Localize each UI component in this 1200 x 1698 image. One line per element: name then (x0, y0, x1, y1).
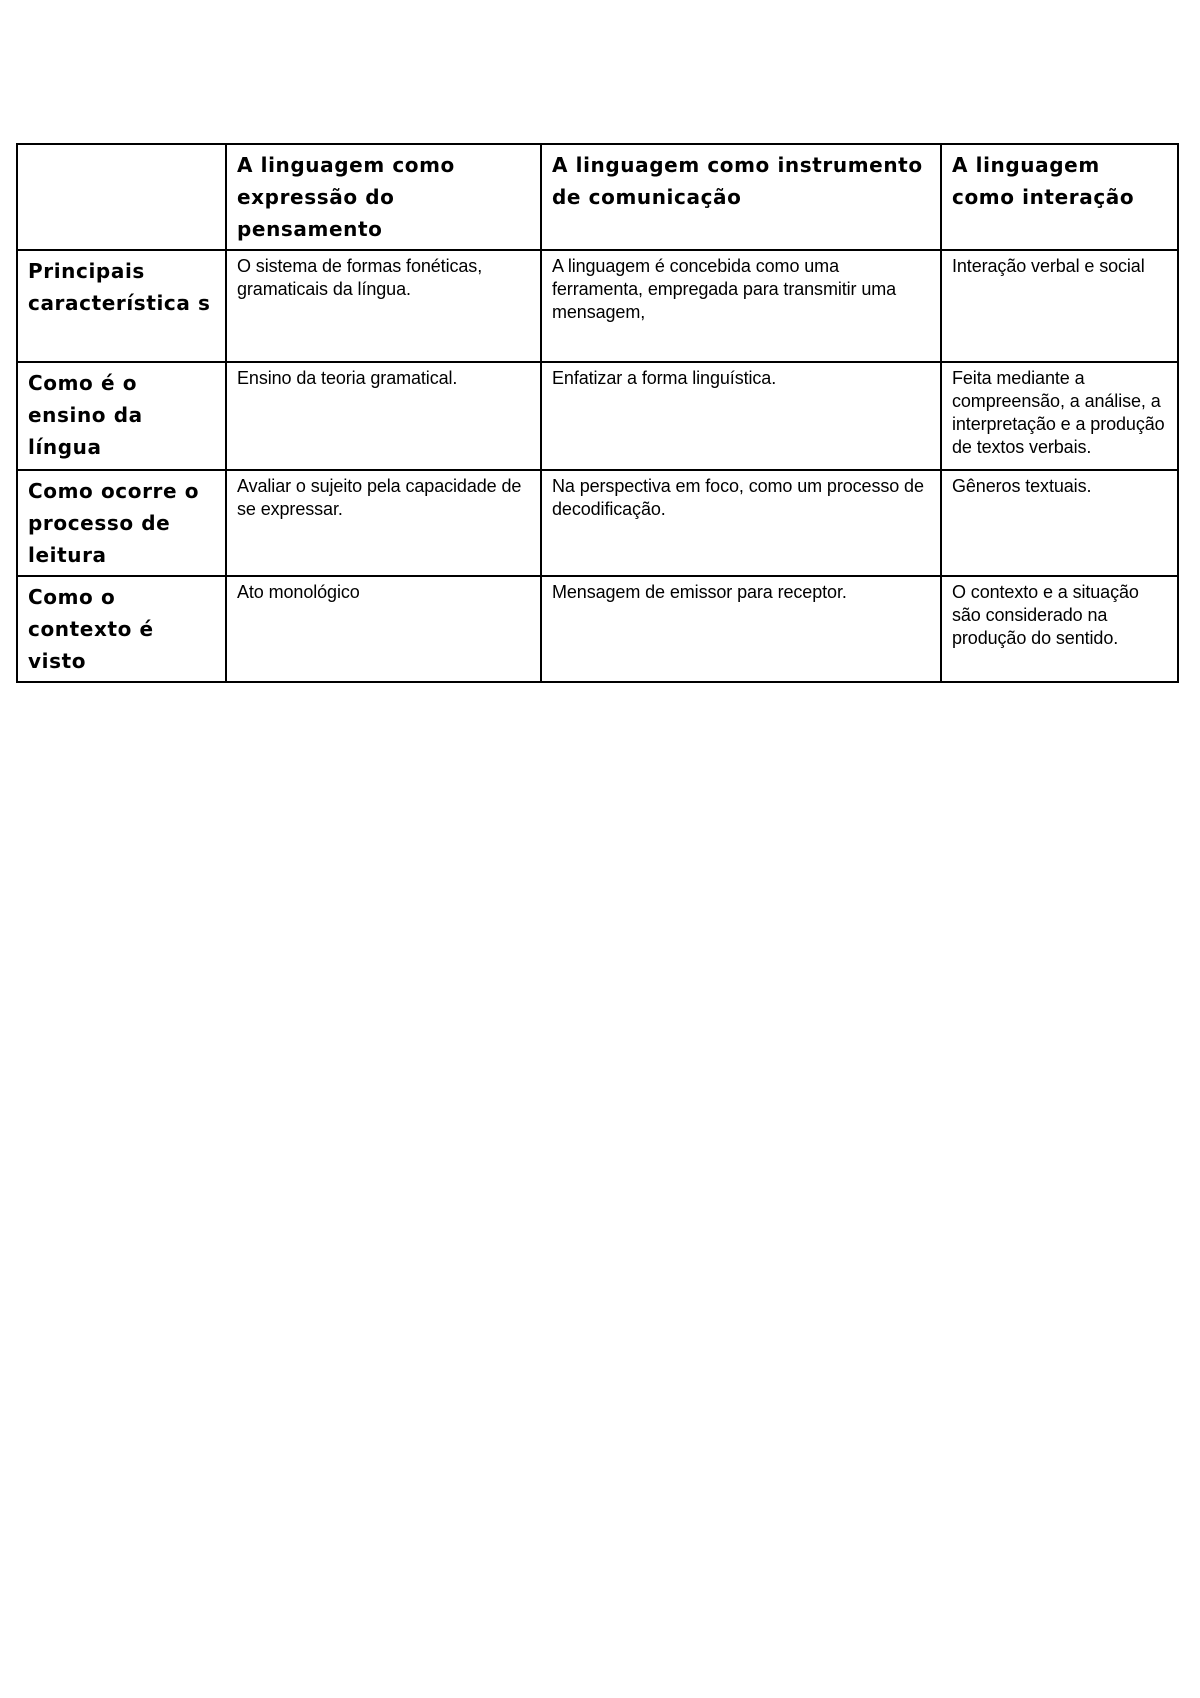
table-row-ensino (17, 362, 1178, 470)
table-cell: Feita mediante a compreensão, a análise, a interpretação e a produção de textos verbais. (941, 362, 1178, 470)
table-cell: Gêneros textuais. (941, 470, 1178, 576)
table-cell: Na perspectiva em foco, como um processo de decodificação. (541, 470, 941, 576)
row-header: Como o contexto é visto (17, 576, 226, 682)
table-cell: Enfatizar a forma linguística. (541, 362, 941, 470)
table-header-row (17, 144, 1178, 250)
row-header: Como é o ensino da língua (17, 362, 226, 470)
table-cell: O contexto e a situação são considerado na produção do sentido. (941, 576, 1178, 682)
table-cell: Mensagem de emissor para receptor. (541, 576, 941, 682)
document-page (16, 143, 1177, 683)
table-row-caracteristicas (17, 250, 1178, 362)
table-cell: Interação verbal e social (941, 250, 1178, 362)
comparison-table (16, 143, 1179, 683)
table-cell: O sistema de formas fonéticas, gramaticais da língua. (226, 250, 541, 362)
row-header: Como ocorre o processo de leitura (17, 470, 226, 576)
column-header-expressao: A linguagem como expressão do pensamento (226, 144, 541, 250)
column-header-interacao: A linguagem como interação (941, 144, 1178, 250)
corner-cell (17, 144, 226, 250)
row-header: Principais característica s (17, 250, 226, 362)
table-cell: Ensino da teoria gramatical. (226, 362, 541, 470)
table-cell: A linguagem é concebida como uma ferramenta, empregada para transmitir uma mensagem, (541, 250, 941, 362)
table-cell: Avaliar o sujeito pela capacidade de se expressar. (226, 470, 541, 576)
column-header-comunicacao: A linguagem como instrumento de comunicação (541, 144, 941, 250)
table-cell: Ato monológico (226, 576, 541, 682)
table-row-contexto (17, 576, 1178, 682)
table-row-leitura (17, 470, 1178, 576)
